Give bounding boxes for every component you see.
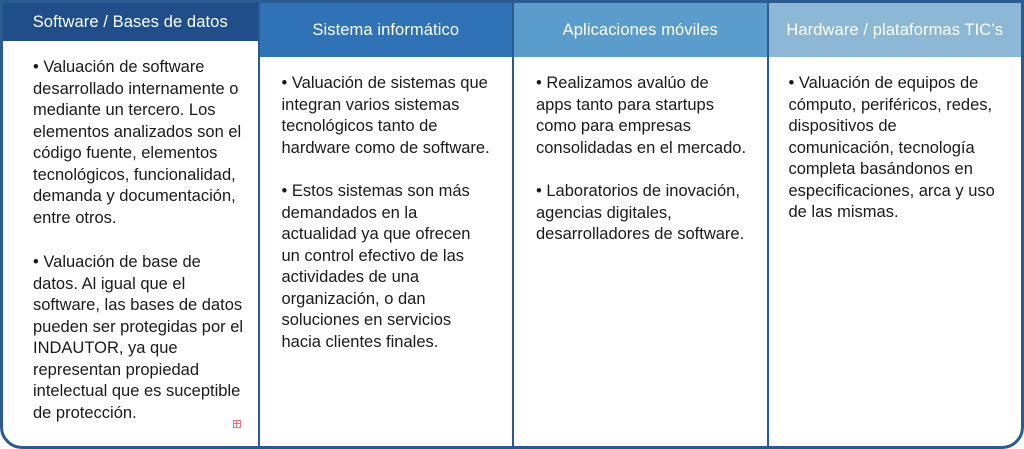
column-body-sistema xyxy=(260,57,513,446)
column-header-sistema: Sistema informático xyxy=(260,3,513,57)
expand-marker-icon xyxy=(233,420,241,428)
paragraph: • Estos sistemas son más demandados en la actualidad ya que ofrecen un control efectivo de las actividades de una organización, o dan soluciones en servicios hacia clientes finales. xyxy=(281,182,471,351)
column-header-aplicaciones: Aplicaciones móviles xyxy=(514,3,767,57)
column-aplicaciones xyxy=(512,3,767,446)
column-sistema xyxy=(258,3,513,446)
column-body-hardware xyxy=(769,57,1022,446)
column-body-software xyxy=(3,41,258,446)
paragraph: • Valuación de software desarrollado internamente o mediante un tercero. Los elementos analizados son el código fuente, elementos tecnológicos, funcionalidad, demanda y documentación, entre otros. xyxy=(33,58,242,227)
column-body-aplicaciones xyxy=(514,57,767,446)
column-hardware xyxy=(767,3,1022,446)
column-header-software: Software / Bases de datos xyxy=(3,3,258,41)
paragraph: • Valuación de equipos de cómputo, periféricos, redes, dispositivos de comunicación, tecnología completa basándonos en especificaciones, arca y uso de las mismas. xyxy=(788,74,995,221)
column-software xyxy=(3,3,258,446)
paragraph: • Laboratorios de inovación, agencias digitales, desarrolladores de software. xyxy=(536,182,745,243)
paragraph: • Realizamos avalúo de apps tanto para startups como para empresas consolidadas en el mercado. xyxy=(536,74,747,157)
column-header-hardware: Hardware / plataformas TIC’s xyxy=(769,3,1022,57)
paragraph: • Valuación de base de datos. Al igual que el software, las bases de datos pueden ser protegidas por el INDAUTOR, ya que representan propiedad intelectual que es suceptible de protección. xyxy=(33,253,244,422)
paragraph: • Valuación de sistemas que integran varios sistemas tecnológicos tanto de hardware como de software. xyxy=(281,74,490,157)
